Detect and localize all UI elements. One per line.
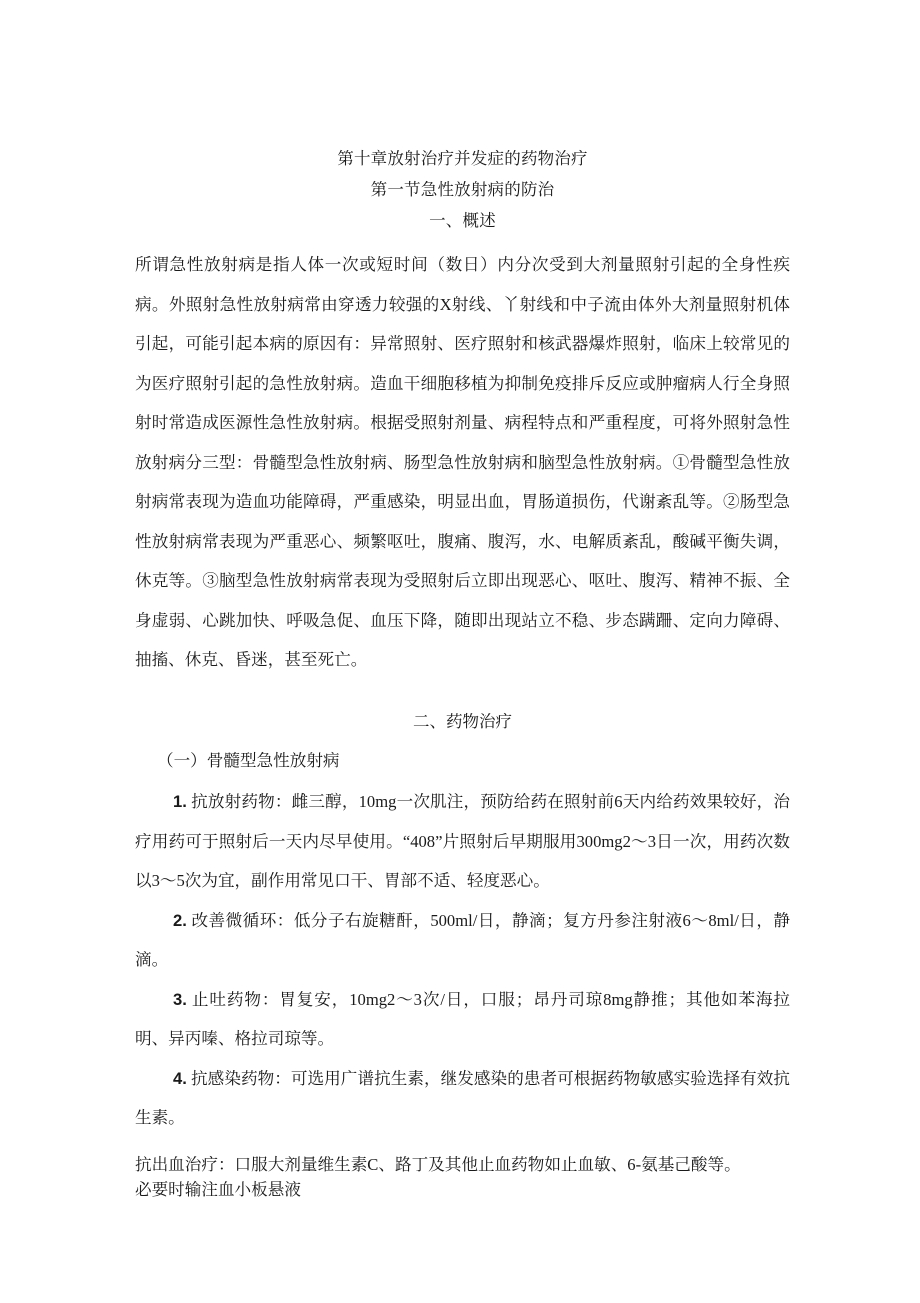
treatment-item-title: 抗放射药物： [191,792,292,811]
treatment-item-title: 止吐药物： [191,989,280,1009]
treatment-item [135,980,790,1059]
treatment-item-number: 3. [173,989,187,1009]
treatment-item-title: 改善微循环： [191,910,294,930]
final-paragraph: 抗出血治疗：口服大剂量维生素C、路丁及其他止血药物如止血敏、6-氨基己酸等。必要时输注血小板悬液 [135,1154,741,1199]
document-content [135,143,790,1202]
treatment-item-text: 雌三醇，10mg一次肌注，预防给药在照射前6天内给药效果较好，治疗用药可于照射后一天内尽早使用。“408”片照射后早期服用300mg2～3日一次，用药次数以3～5次为宜，副作用常见口干、胃部不适、轻度恶心。 [135,792,791,890]
treatment-item-number: 4. [173,1068,187,1088]
treatment-item [135,901,790,980]
treatment-item [135,1059,790,1138]
overview-paragraph: 所谓急性放射病是指人体一次或短时间（数日）内分次受到大剂量照射引起的全身性疾病。外照射急性放射病常由穿透力较强的X射线、丫射线和中子流由体外大剂量照射机体引起，可能引起本病的原因有：异常照射、医疗照射和核武器爆炸照射，临床上较常见的为医疗照射引起的急性放射病。造血干细胞移植为抑制免疫排斥反应或肿瘤病人行全身照射时常造成医源性急性放射病。根据受照射剂量、病程特点和严重程度，可将外照射急性放射病分三型：骨髓型急性放射病、肠型急性放射病和脑型急性放射病。①骨髓型急性放射病常表现为造血功能障碍，严重感染，明显出血，胃肠道损伤，代谢紊乱等。②肠型急性放射病常表现为严重恶心、频繁呕吐，腹痛、腹泻，水、电解质紊乱，酸碱平衡失调，休克等。③脑型急性放射病常表现为受照射后立即出现恶心、呕吐、腹泻、精神不振、全身虚弱、心跳加快、呼吸急促、血压下降，随即出现站立不稳、步态蹒跚、定向力障碍、抽搐、休克、昏迷，甚至死亡。 [135,255,790,669]
treatment-item-number: 2. [173,910,187,930]
treatment-item-title: 抗感染药物： [191,1068,291,1088]
chapter-heading: 第十章放射治疗并发症的药物治疗 [337,149,588,168]
treatment-item-text: 低分子右旋糖酐，500ml/日，静滴；复方丹参注射液6～8ml/日，静滴。 [135,910,790,969]
treatment-item-text: 可选用广谱抗生素，继发感染的患者可根据药物敏感实验选择有效抗生素。 [135,1068,791,1127]
subsection-one-heading: （一）骨髓型急性放射病 [157,750,340,770]
treatment-item [135,780,790,901]
part-one-heading: 一、概述 [429,211,496,230]
treatment-item-number: 1. [173,792,187,811]
part-two-heading: 二、药物治疗 [413,711,512,731]
section-heading: 第一节急性放射病的防治 [370,180,555,199]
treatment-item-text: 胃复安，10mg2～3次/日，口服；昂丹司琼8mg静推；其他如苯海拉明、异丙嗪、格拉司琼等。 [135,989,790,1048]
